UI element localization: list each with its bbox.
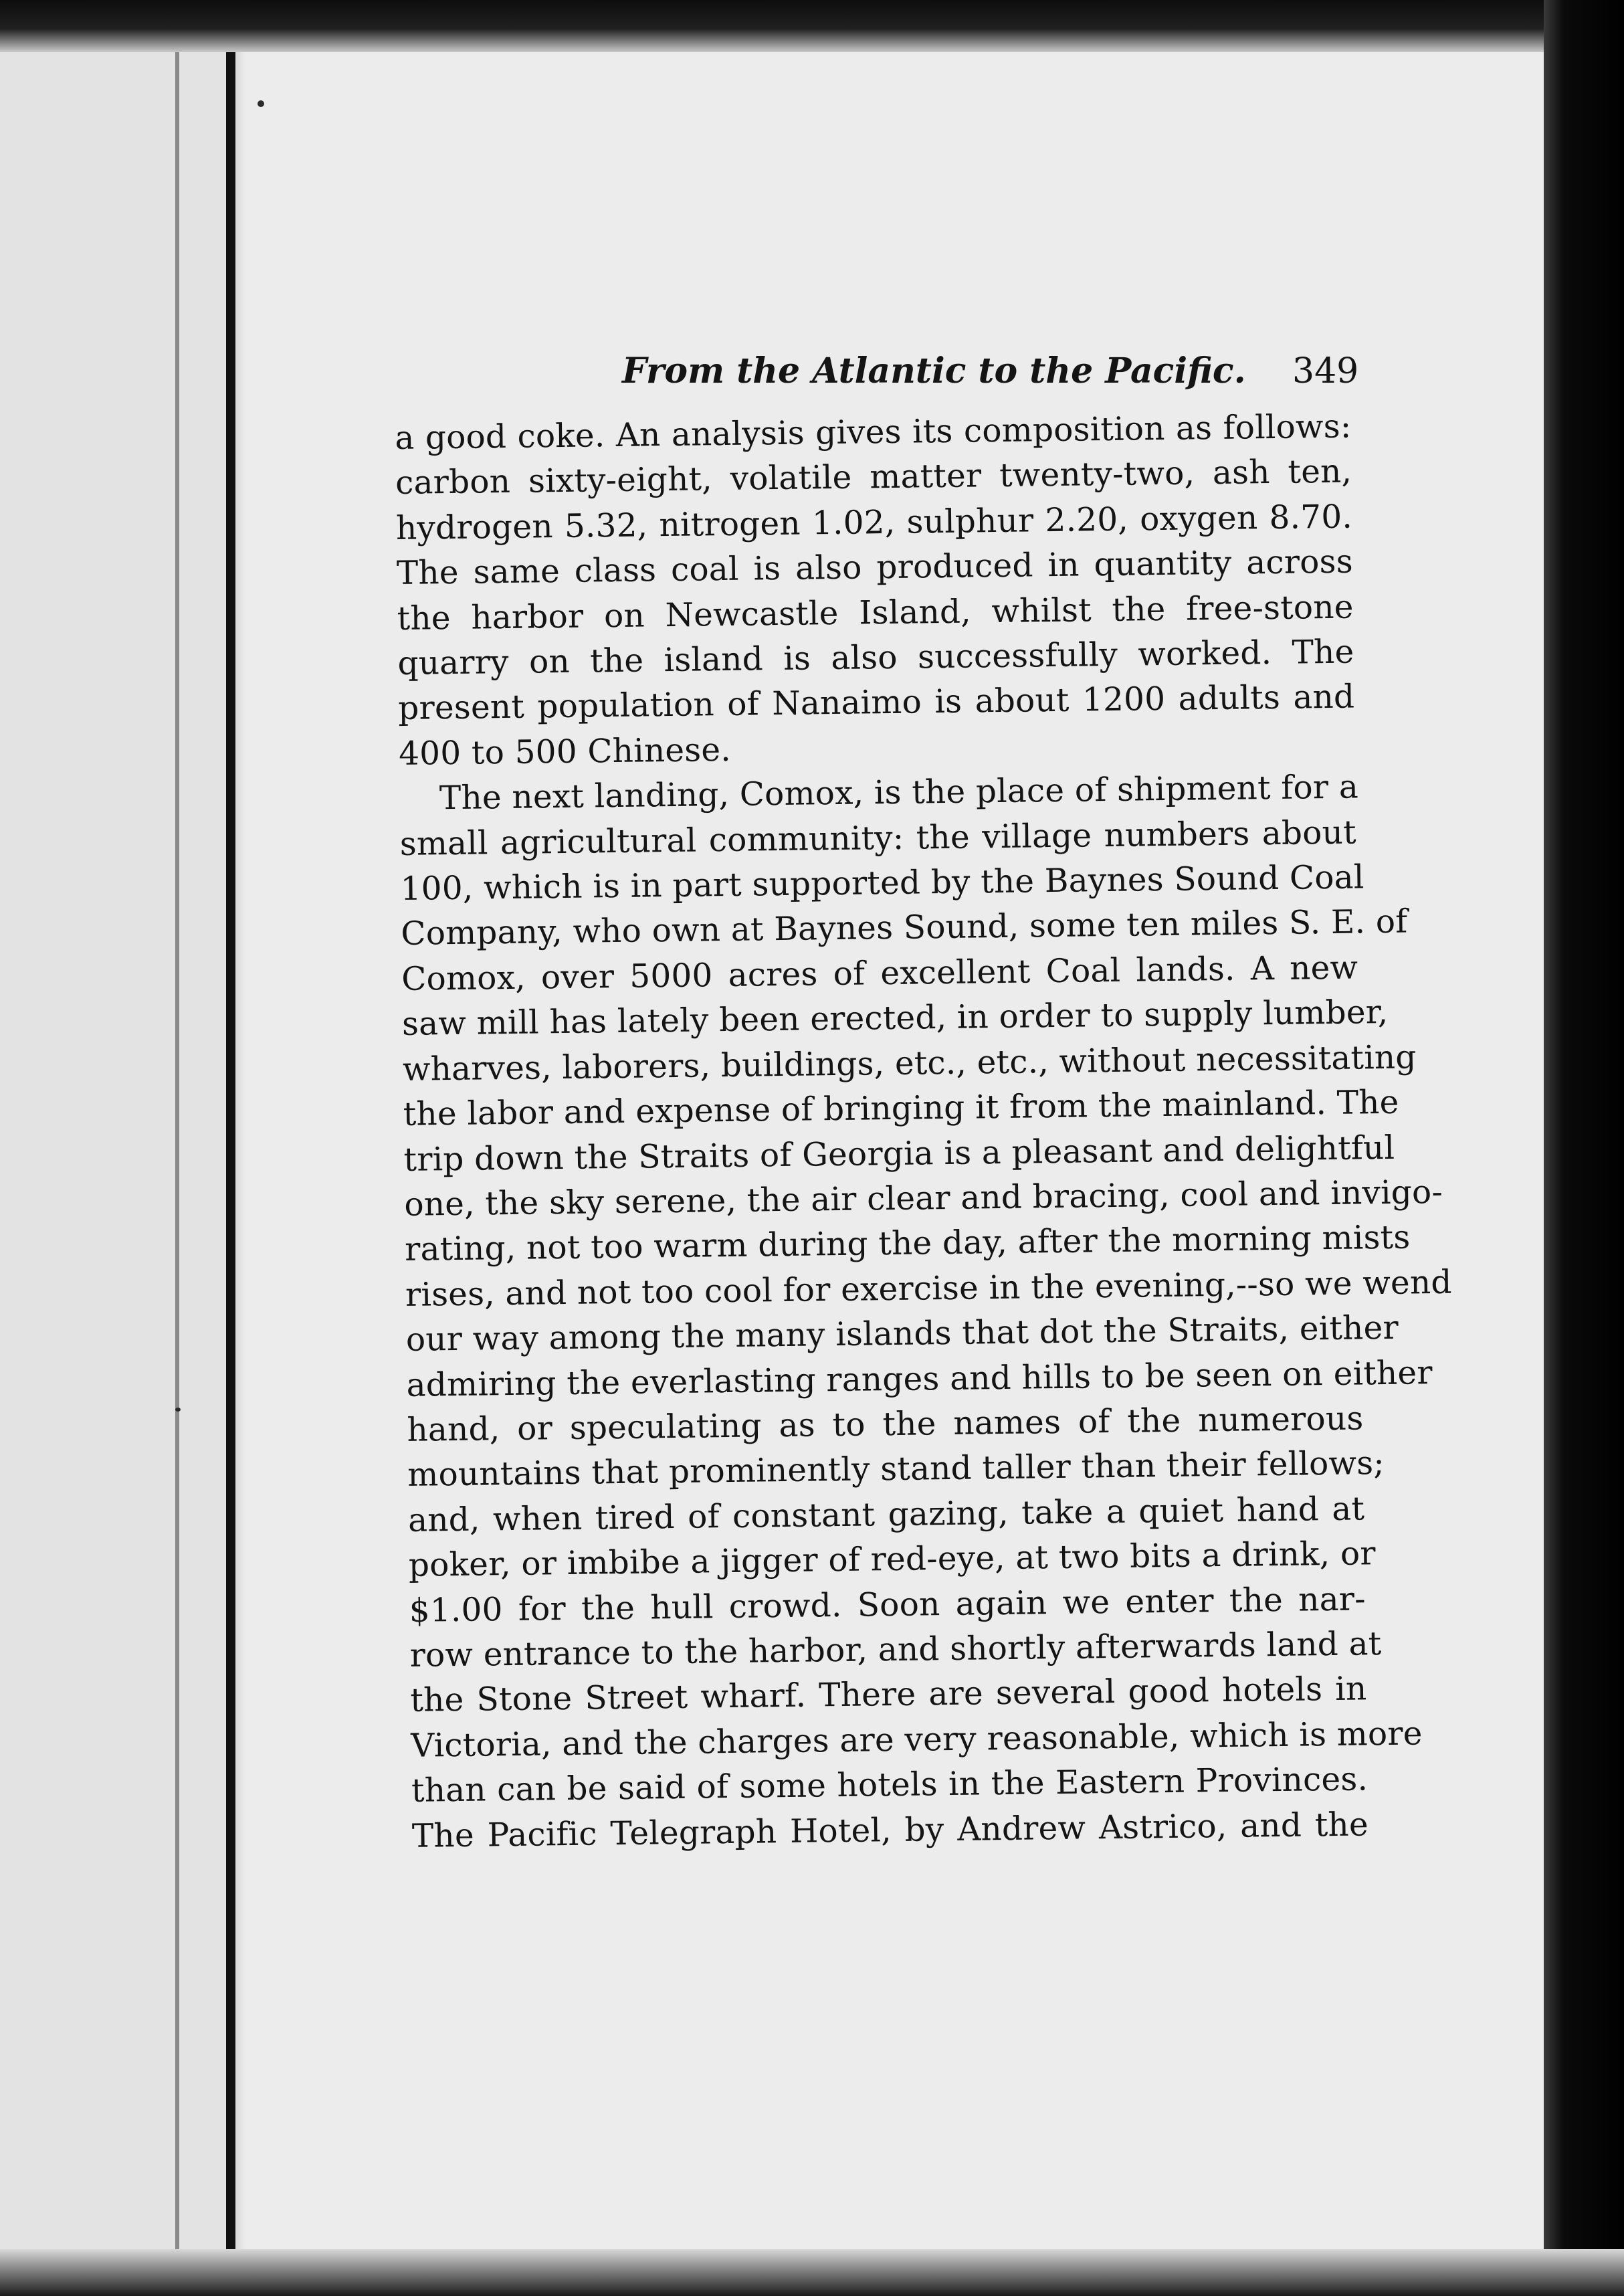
text-line: a good coke. An analysis gives its composition as follows:: [395, 407, 1352, 457]
text-line: small agricultural community: the village numbers about: [399, 814, 1357, 863]
text-line: the Stone Street wharf. There are several good hotels in: [410, 1670, 1367, 1720]
text-line: hydrogen 5.32, nitrogen 1.02, sulphur 2.20, oxygen 8.70.: [395, 498, 1353, 547]
text-line: Victoria, and the charges are very reasonable, which is more: [410, 1715, 1423, 1765]
text-line: rises, and not too cool for exercise in the evening,--so we wend: [405, 1263, 1452, 1314]
scan-top-edge: [0, 0, 1624, 52]
text-line: the harbor on Newcastle Island, whilst the free-stone: [397, 588, 1354, 638]
text-line: admiring the everlasting ranges and hills to be seen on either: [406, 1353, 1433, 1404]
gutter-shadow: [175, 27, 179, 2255]
scan-bottom-edge: [0, 2249, 1624, 2296]
text-line: 100, which is in part supported by the Baynes Sound Coal: [400, 858, 1364, 908]
text-line: hand, or speculating as to the names of the numerous: [407, 1400, 1364, 1449]
paragraph-nanaimo: [395, 405, 1355, 777]
text-line: poker, or imbibe a jigger of red-eye, at two bits a drink, or: [408, 1535, 1377, 1585]
text-line: rating, not too warm during the day, after the morning mists: [404, 1218, 1411, 1269]
paragraph-comox: [399, 765, 1452, 1859]
text-line: mountains that prominently stand taller than their fellows;: [407, 1444, 1385, 1495]
text-line: quarry on the island is also successfully worked. The: [397, 633, 1354, 683]
ink-speck: [258, 100, 264, 107]
book-spine-line: [226, 27, 235, 2255]
text-line: Comox, over 5000 acres of excellent Coal lands. A new: [401, 949, 1358, 998]
text-line: than can be said of some hotels in the Eastern Provinces.: [411, 1760, 1368, 1810]
text-line: and, when tired of constant gazing, take a quiet hand at: [407, 1490, 1365, 1539]
text-line: our way among the many islands that dot the Straits, either: [405, 1309, 1399, 1359]
text-line: The next landing, Comox, is the place of shipment for a: [439, 768, 1359, 818]
facing-page-edge: [0, 27, 227, 2255]
ink-speck: [175, 1408, 181, 1412]
text-line: one, the sky serene, the air clear and bracing, cool and invigo-: [404, 1173, 1443, 1224]
body-text: [395, 405, 1452, 1859]
scan-right-edge: [1544, 0, 1624, 2296]
running-title: From the Atlantic to the Pacific.: [622, 351, 1246, 391]
text-line: the labor and expense of bringing it from the mainland. The: [403, 1083, 1399, 1134]
text-line: 400 to 500 Chinese.: [398, 731, 732, 773]
text-line: row entrance to the harbor, and shortly afterwards land at: [409, 1625, 1382, 1675]
text-line: carbon sixty-eight, volatile matter twenty-two, ash ten,: [395, 452, 1352, 502]
running-header: [622, 345, 1358, 398]
text-line: trip down the Straits of Georgia is a pleasant and delightful: [403, 1129, 1395, 1179]
text-line: present population of Nanaimo is about 1200 adults and: [398, 678, 1355, 728]
text-line: $1.00 for the hull crowd. Soon again we enter the nar-: [409, 1580, 1366, 1630]
text-line: Company, who own at Baynes Sound, some ten miles S. E. of: [401, 903, 1408, 953]
text-line: The Pacific Telegraph Hotel, by Andrew Astrico, and the: [411, 1805, 1369, 1855]
text-line: wharves, laborers, buildings, etc., etc., without necessitating: [402, 1038, 1417, 1088]
page-number: 349: [1292, 351, 1359, 391]
text-line: The same class coal is also produced in quantity across: [396, 543, 1354, 593]
text-line: saw mill has lately been erected, in order to supply lumber,: [401, 993, 1389, 1044]
